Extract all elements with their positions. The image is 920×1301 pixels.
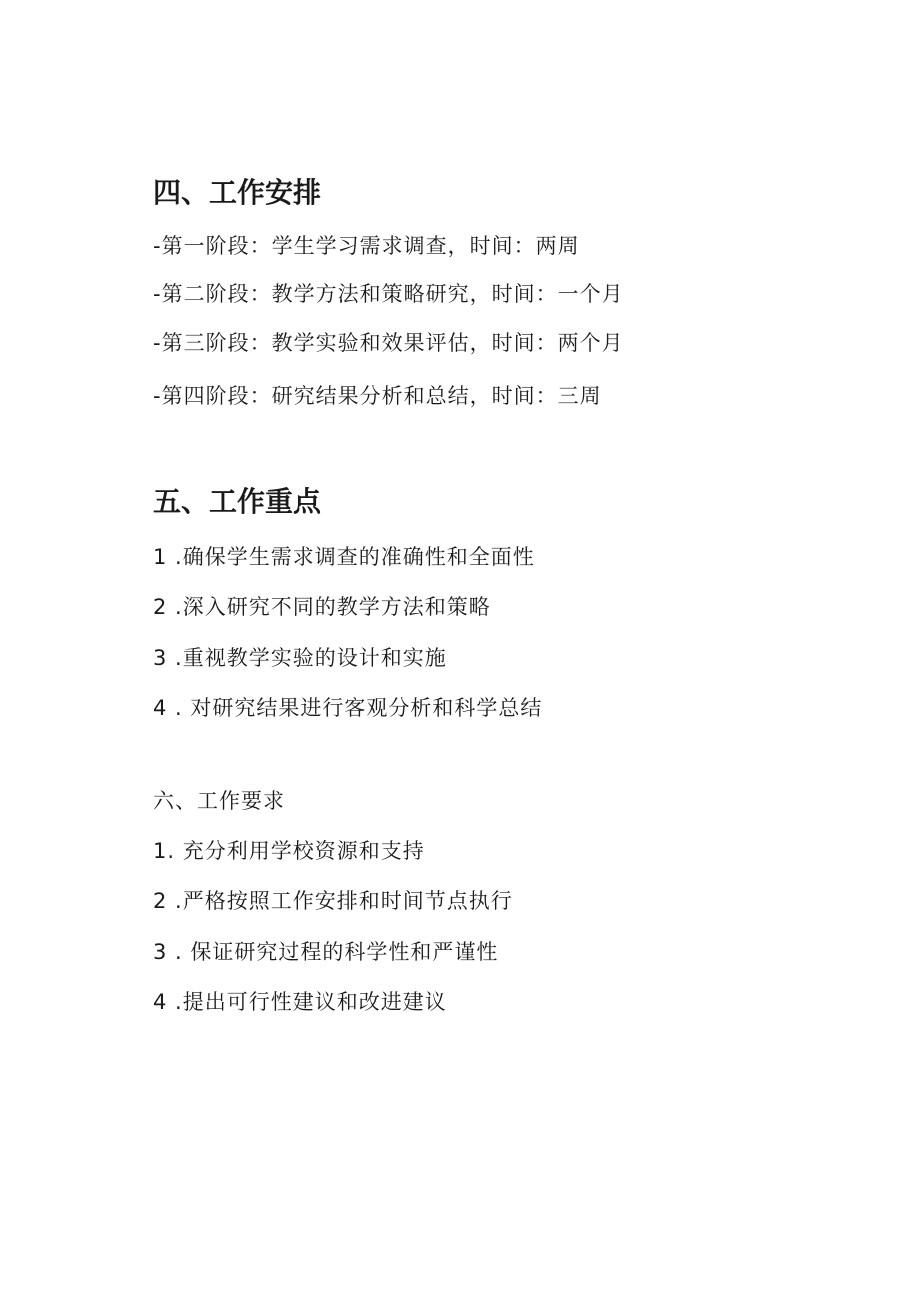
section-4-item-3: -第三阶段：教学实验和效果评估，时间：两个月	[153, 331, 624, 355]
section-4-title: 四、工作安排	[153, 176, 322, 209]
section-6-title: 六、工作要求	[153, 789, 285, 813]
section-5-item-2: 2 .深入研究不同的教学方法和策略	[153, 595, 491, 619]
section-5-item-4: 4 . 对研究结果进行客观分析和科学总结	[153, 696, 543, 720]
section-5-item-3: 3 .重视教学实验的设计和实施	[153, 646, 447, 670]
section-4-item-2: -第二阶段：教学方法和策略研究，时间：一个月	[153, 282, 624, 306]
section-6-item-2: 2 .严格按照工作安排和时间节点执行	[153, 889, 513, 913]
section-4-item-1: -第一阶段：学生学习需求调查，时间：两周	[153, 234, 580, 258]
section-4-item-4: -第四阶段：研究结果分析和总结，时间：三周	[153, 384, 602, 408]
section-6-item-3: 3 . 保证研究过程的科学性和严谨性	[153, 940, 499, 964]
section-6-item-4: 4 .提出可行性建议和改进建议	[153, 990, 447, 1014]
section-5-title: 五、工作重点	[153, 485, 322, 518]
section-6-item-1: 1. 充分利用学校资源和支持	[153, 839, 425, 863]
section-5-item-1: 1 .确保学生需求调查的准确性和全面性	[153, 545, 535, 569]
